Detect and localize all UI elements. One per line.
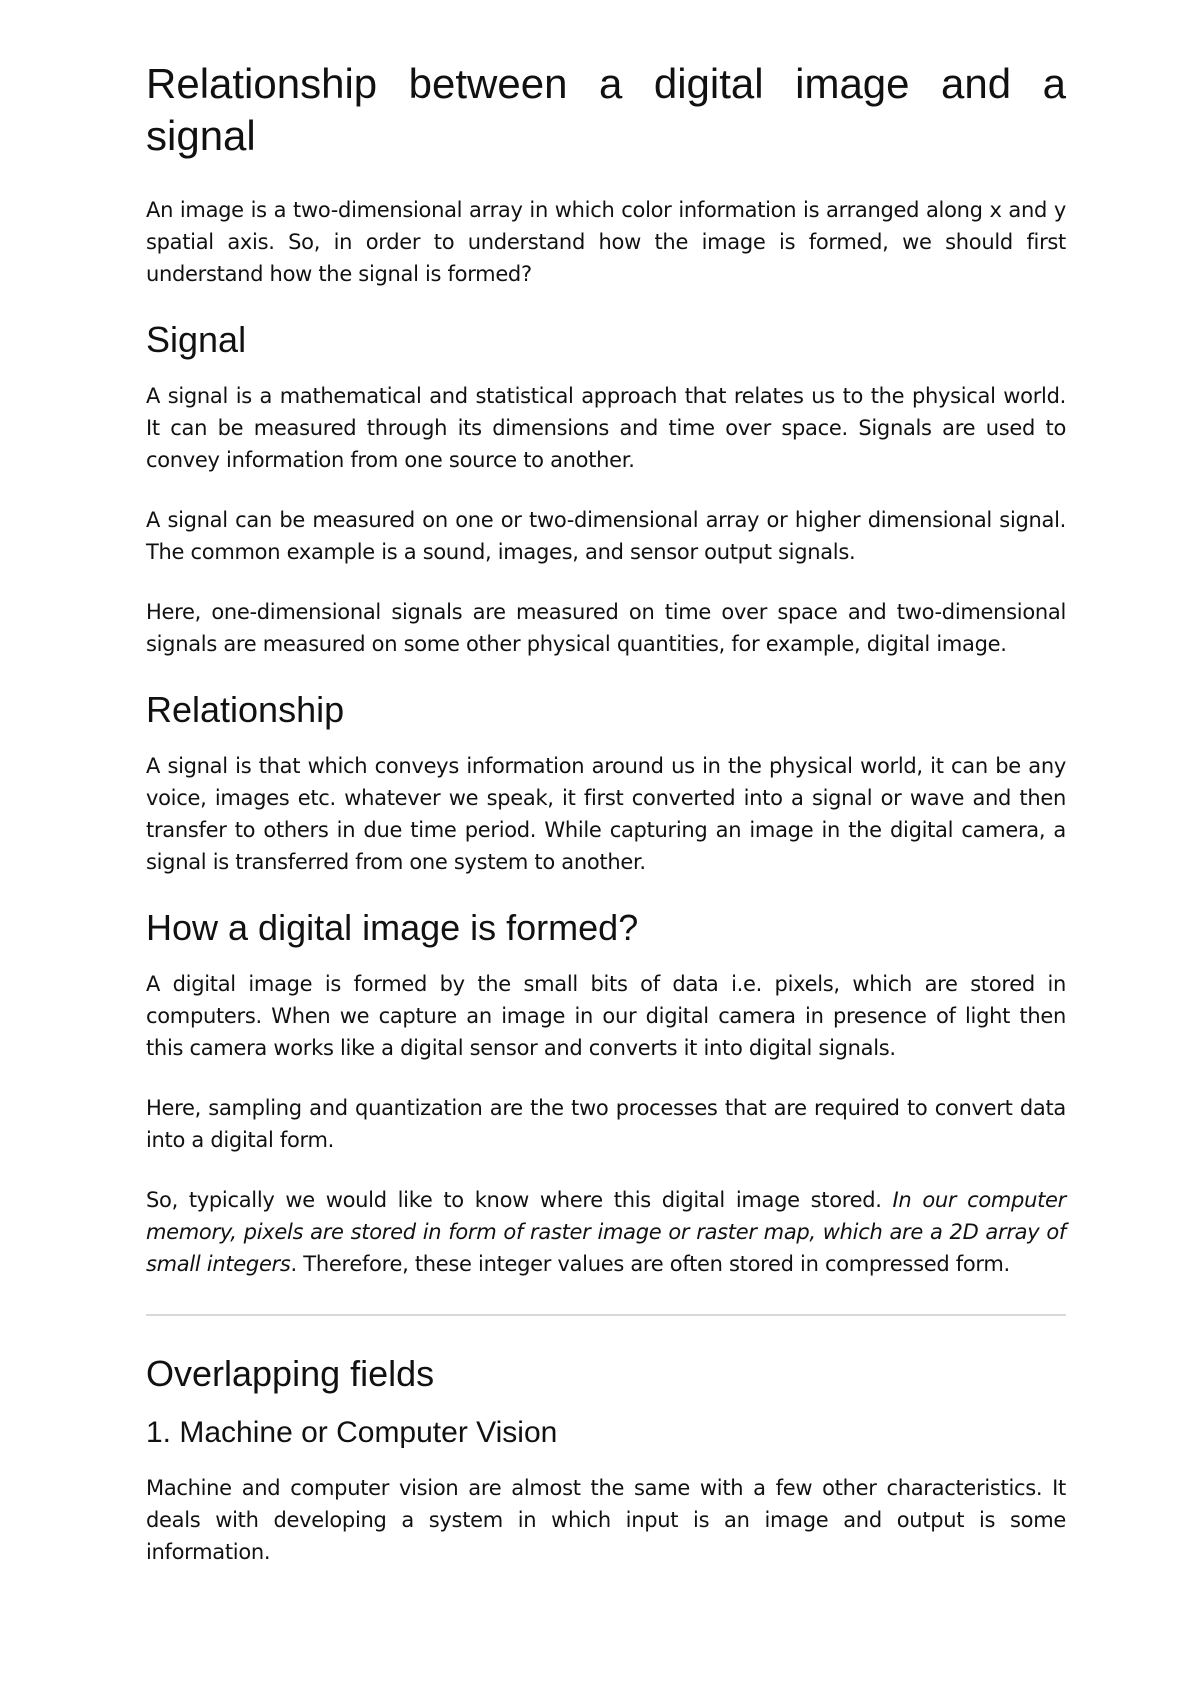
relationship-paragraph-1: A signal is that which conveys information around us in the physical world, it can be any voice, images etc. whatever we speak, it first converted into a signal or wave and then transfer to others in due time period. While capturing an image in the digital camera, a signal is transferred from one system to another. — [146, 754, 1066, 874]
machine-vision-paragraph: Machine and computer vision are almost the same with a few other characteristics. It deals with developing a system in which input is an image and output is some information. — [146, 1476, 1066, 1564]
signal-paragraph-2: A signal can be measured on one or two-dimensional array or higher dimensional signal. The common example is a sound, images, and sensor output signals. — [146, 508, 1066, 564]
relationship-heading: Relationship — [146, 689, 345, 730]
formed-paragraph-3-italic: In our computer memory, pixels are stored in form of raster image or raster map, which are a 2D array of small integers — [146, 1188, 1066, 1276]
signal-paragraph-1: A signal is a mathematical and statistical approach that relates us to the physical world. It can be measured through its dimensions and time over space. Signals are used to convey information from one source to another. — [146, 384, 1066, 472]
intro-paragraph: An image is a two-dimensional array in which color information is arranged along x and y spatial axis. So, in order to understand how the image is formed, we should first understand how the signal is formed? — [146, 198, 1066, 286]
document-page — [146, 58, 1066, 1596]
overlapping-heading: Overlapping fields — [146, 1353, 435, 1394]
formed-paragraph-3 — [146, 1184, 1066, 1280]
signal-paragraph-3: Here, one-dimensional signals are measured on time over space and two-dimensional signals are measured on some other physical quantities, for example, digital image. — [146, 600, 1066, 656]
formed-paragraph-1: A digital image is formed by the small bits of data i.e. pixels, which are stored in computers. When we capture an image in our digital camera in presence of light then this camera works like a digital sensor and converts it into digital signals. — [146, 972, 1066, 1060]
machine-vision-heading: 1. Machine or Computer Vision — [146, 1416, 558, 1449]
horizontal-divider — [146, 1314, 1066, 1316]
formed-paragraph-3-end: . Therefore, these integer values are often stored in compressed form. — [290, 1252, 1010, 1276]
signal-heading: Signal — [146, 319, 247, 360]
document-title: Relationship between a digital image and a signal — [146, 60, 1066, 159]
formed-paragraph-3-start: So, typically we would like to know where this digital image stored. — [146, 1188, 893, 1212]
formed-heading: How a digital image is formed? — [146, 907, 639, 948]
formed-paragraph-2: Here, sampling and quantization are the two processes that are required to convert data into a digital form. — [146, 1096, 1066, 1152]
